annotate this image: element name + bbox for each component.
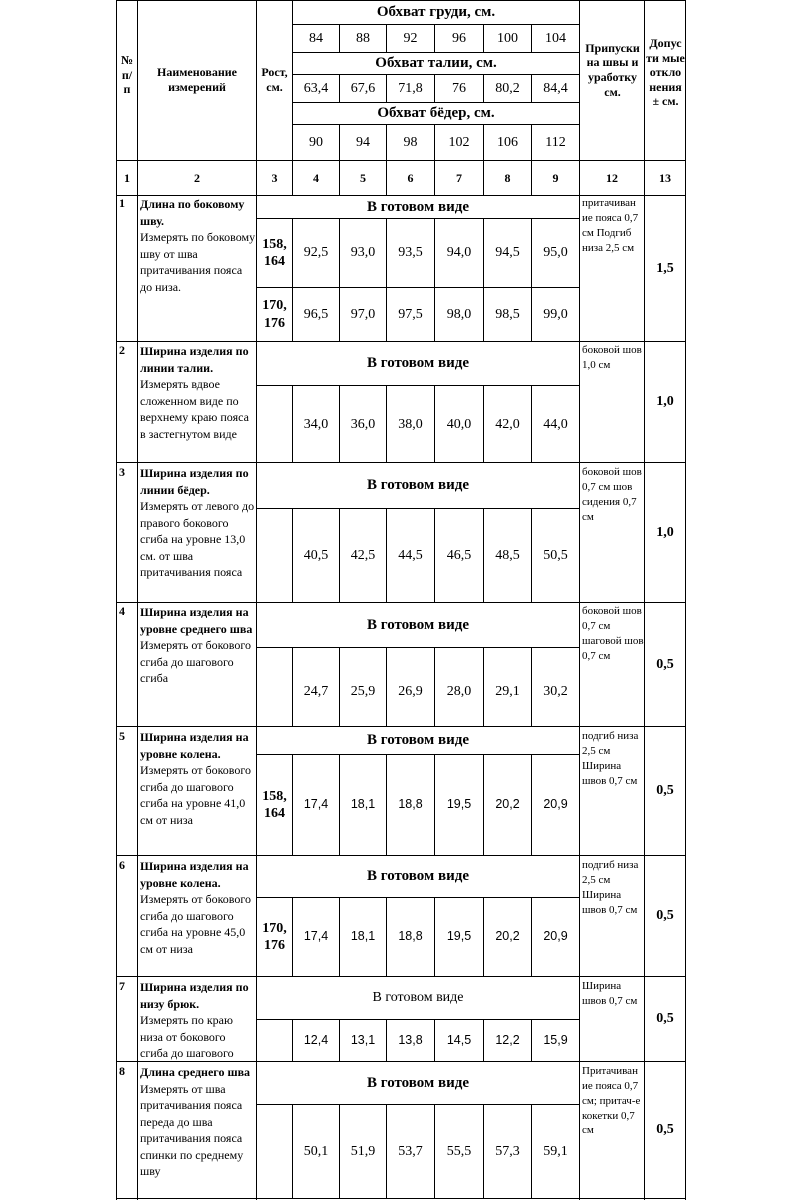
measurement-name	[140, 604, 256, 687]
value-cell: 51,9	[350, 1143, 376, 1159]
allowance-cell: боковой шов 0,7 см шов сидения 0,7 см	[582, 466, 642, 523]
measurement-desc: Измерять вдвое сложенном виде по верхнему краю пояса в застегнутом виде	[140, 377, 249, 441]
value-cell: 46,5	[446, 547, 472, 563]
value-cell: 13,1	[350, 1032, 376, 1047]
height-cell: 170, 176	[262, 920, 287, 953]
value-cell: 12,4	[303, 1032, 329, 1047]
value-cell: 30,2	[543, 684, 568, 700]
tolerance-cell: 0,5	[656, 783, 674, 799]
allowance-cell: боковой шов 0,7 см шаговой шов 0,7 см	[582, 605, 644, 662]
header-hips-cell: 98	[403, 134, 418, 150]
allowance-cell: Притачиван ие пояса 0,7 см; притач-е кокетки 0,7 см	[582, 1065, 641, 1137]
row-number: 4	[119, 604, 125, 618]
header-waist-cell: 76	[452, 80, 466, 96]
height-cell	[257, 386, 292, 462]
col-number: 4	[313, 170, 319, 185]
header-chest-cell: 100	[497, 30, 518, 46]
value-cell: 96,5	[303, 306, 329, 322]
measurement-title: Ширина изделия по линии талии.	[140, 344, 249, 375]
value-cell: 18,1	[350, 929, 376, 944]
value-cell: 97,5	[398, 306, 423, 322]
value-cell: 14,5	[446, 1032, 472, 1047]
value-cell: 38,0	[398, 417, 423, 433]
measurement-desc: Измерять по краю низа от бокового сгиба до шагового	[140, 1013, 234, 1061]
value-cell: 24,7	[303, 684, 329, 700]
col-number: 12	[606, 170, 618, 185]
col-number: 9	[552, 170, 559, 185]
row-number: 5	[119, 729, 125, 743]
measurement-title: Ширина изделия на уровне колена.	[140, 730, 249, 761]
value-cell: 20,9	[543, 929, 568, 944]
measurement-name	[140, 343, 256, 442]
measurement-name	[140, 1064, 256, 1180]
measurement-name	[140, 979, 256, 1062]
col-number: 1	[124, 170, 130, 185]
value-cell: 18,8	[398, 797, 423, 812]
ready-label: В готовом виде	[372, 990, 464, 1006]
col-number: 3	[271, 170, 278, 185]
col-number: 13	[659, 170, 671, 185]
header-hips-cell: 90	[309, 134, 323, 150]
value-cell: 95,0	[543, 245, 568, 261]
tolerance-cell: 0,5	[656, 1122, 674, 1138]
col-number: 5	[360, 170, 366, 185]
row-number: 7	[119, 979, 125, 993]
value-cell: 94,0	[446, 245, 472, 261]
value-cell: 42,0	[495, 417, 520, 433]
value-cell: 50,1	[303, 1143, 329, 1159]
header-col-number: № п/ п	[120, 53, 134, 97]
row-number: 1	[119, 196, 125, 210]
tolerance-cell: 0,5	[656, 1011, 674, 1027]
value-cell: 28,0	[446, 684, 472, 700]
value-cell: 42,5	[350, 547, 376, 563]
measurement-desc: Измерять от шва притачивания пояса переда до шва притачивания пояса спинки по среднему шву	[140, 1081, 244, 1179]
value-cell: 92,5	[303, 245, 329, 261]
tolerance-cell: 0,5	[656, 908, 674, 924]
height-cell	[257, 1020, 292, 1061]
allowance-cell: Ширина швов 0,7 см	[582, 980, 638, 1007]
row-number: 6	[119, 858, 125, 872]
measurement-title: Длина среднего шва	[140, 1065, 251, 1079]
header-chest-title: Обхват груди, см.	[376, 4, 496, 21]
value-cell: 44,0	[543, 417, 568, 433]
value-cell: 13,8	[398, 1032, 423, 1047]
value-cell: 26,9	[398, 684, 423, 700]
value-cell: 36,0	[350, 417, 376, 433]
allowance-cell: подгиб низа 2,5 см Ширина швов 0,7 см	[582, 859, 639, 916]
col-number: 2	[194, 170, 200, 185]
measurement-name	[140, 858, 256, 957]
col-number: 6	[407, 170, 414, 185]
col-number: 7	[456, 170, 462, 185]
measurement-title: Ширина изделия по низу брюк.	[140, 980, 249, 1011]
ready-label: В готовом виде	[367, 477, 469, 494]
measurement-name	[140, 729, 256, 828]
header-waist-cell: 71,8	[398, 80, 423, 96]
measurement-title: Ширина изделия на уровне среднего шва	[140, 605, 253, 636]
value-cell: 59,1	[543, 1143, 568, 1159]
height-cell: 158, 164	[262, 236, 287, 269]
header-hips-title: Обхват бёдер, см.	[377, 105, 495, 122]
row-number: 3	[119, 465, 125, 479]
value-cell: 17,4	[303, 797, 329, 812]
header-col-tolerance: Допус ти мые откло нения ± см.	[646, 35, 685, 109]
value-cell: 57,3	[495, 1143, 520, 1159]
header-chest-cell: 92	[403, 30, 418, 46]
ready-label: В готовом виде	[367, 732, 469, 749]
header-col-name: Наименование измерений	[157, 65, 237, 94]
row-number: 2	[119, 343, 125, 357]
value-cell: 29,1	[495, 684, 520, 700]
value-cell: 20,2	[495, 797, 520, 812]
value-cell: 18,1	[350, 797, 376, 812]
row-number: 8	[119, 1064, 125, 1078]
value-cell: 19,5	[446, 797, 472, 812]
header-col-allowance: Припуски на швы и уработку см.	[585, 40, 640, 99]
allowance-cell: притачиван ие пояса 0,7 см Подгиб низа 2,5 см	[582, 197, 639, 254]
allowance-cell: подгиб низа 2,5 см Ширина швов 0,7 см	[582, 730, 639, 787]
value-cell: 25,9	[350, 684, 376, 700]
ready-label: В готовом виде	[367, 198, 469, 215]
value-cell: 97,0	[350, 306, 376, 322]
measurement-title: Ширина изделия по линии бёдер.	[140, 466, 249, 497]
height-cell	[257, 1105, 292, 1198]
header-waist-cell: 80,2	[495, 80, 520, 96]
value-cell: 55,5	[446, 1143, 472, 1159]
value-cell: 50,5	[543, 547, 568, 563]
value-cell: 93,0	[350, 245, 376, 261]
header-waist-title: Обхват талии, см.	[375, 55, 497, 72]
height-cell	[257, 509, 292, 602]
value-cell: 99,0	[543, 306, 568, 322]
value-cell: 34,0	[303, 417, 329, 433]
ready-label: В готовом виде	[367, 355, 469, 372]
value-cell: 20,9	[543, 797, 568, 812]
header-hips-cell: 102	[448, 134, 470, 150]
value-cell: 18,8	[398, 929, 423, 944]
height-cell: 170, 176	[262, 298, 287, 331]
measurement-desc: Измерять от бокового сгиба до шагового сгиба на уровне 41,0 см от низа	[140, 763, 252, 827]
header-hips-cell: 94	[356, 134, 370, 150]
value-cell: 53,7	[398, 1143, 423, 1159]
allowance-cell: боковой шов 1,0 см	[582, 344, 642, 371]
measurement-desc: Измерять от левого до правого бокового сгиба на уровне 13,0 см. от шва притачивания пояса	[140, 499, 255, 580]
value-cell: 20,2	[495, 929, 520, 944]
header-waist-cell: 63,4	[303, 80, 329, 96]
header-col-height: Рост, см.	[261, 65, 288, 94]
col-number: 8	[504, 170, 511, 185]
height-cell: 158, 164	[262, 788, 287, 821]
header-chest-cell: 88	[356, 30, 370, 46]
measurement-title: Длина по боковому шву.	[140, 197, 245, 228]
value-cell: 94,5	[495, 245, 520, 261]
measurement-name	[140, 465, 256, 581]
value-cell: 12,2	[495, 1032, 520, 1047]
tolerance-cell: 1,0	[656, 394, 674, 410]
tolerance-cell: 0,5	[656, 656, 674, 672]
header-hips-cell: 106	[497, 134, 518, 150]
measurement-desc: Измерять по боковому шву от шва притачивания пояса до низа.	[140, 230, 256, 294]
ready-label: В готовом виде	[367, 868, 469, 885]
height-cell	[257, 648, 292, 726]
header-chest-cell: 96	[452, 30, 466, 46]
value-cell: 98,0	[446, 306, 472, 322]
value-cell: 40,5	[303, 547, 329, 563]
ready-label: В готовом виде	[367, 616, 469, 633]
tolerance-cell: 1,0	[656, 524, 674, 540]
value-cell: 98,5	[495, 306, 520, 322]
measurement-desc: Измерять от бокового сгиба до шагового сгиба	[140, 638, 252, 686]
header-waist-cell: 84,4	[543, 80, 568, 96]
tolerance-cell: 1,5	[656, 260, 674, 276]
header-waist-cell: 67,6	[350, 80, 376, 96]
header-chest-cell: 84	[309, 30, 323, 46]
measurement-desc: Измерять от бокового сгиба до шагового сгиба на уровне 45,0 см от низа	[140, 892, 252, 956]
value-cell: 17,4	[303, 929, 329, 944]
header-chest-cell: 104	[545, 30, 566, 46]
value-cell: 19,5	[446, 929, 472, 944]
value-cell: 15,9	[543, 1032, 568, 1047]
measurement-title: Ширина изделия на уровне колена.	[140, 859, 249, 890]
measurement-name	[140, 196, 256, 295]
value-cell: 48,5	[495, 547, 520, 563]
value-cell: 40,0	[446, 417, 472, 433]
ready-label: В готовом виде	[367, 1074, 469, 1091]
header-hips-cell: 112	[545, 134, 566, 150]
value-cell: 44,5	[398, 547, 423, 563]
value-cell: 93,5	[398, 245, 423, 261]
